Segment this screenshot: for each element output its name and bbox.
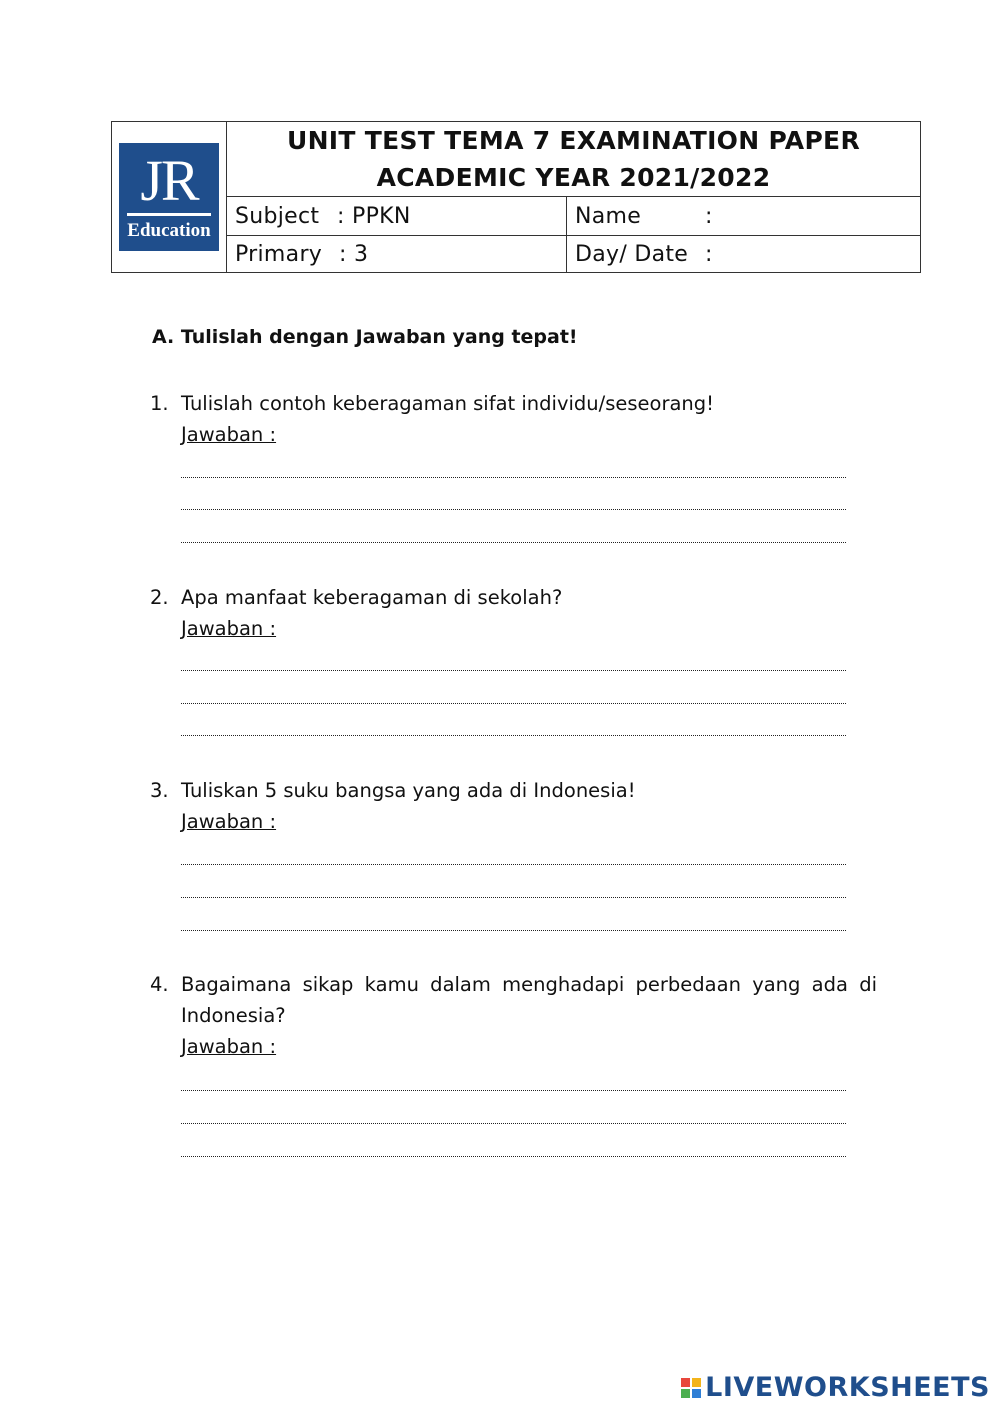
brand-name: LIVEWORKSHEETS <box>705 1372 990 1403</box>
question-1 <box>150 392 877 446</box>
answer-label: Jawaban : <box>181 1035 277 1058</box>
question-2 <box>150 586 877 640</box>
answer-label: Jawaban : <box>181 423 277 446</box>
logo-subtitle: Education <box>127 220 211 241</box>
section-heading: A. Tulislah dengan Jawaban yang tepat! <box>152 326 578 348</box>
date-label: Day/ Date <box>575 241 689 267</box>
title-line-2: ACADEMIC YEAR 2021/2022 <box>376 163 771 192</box>
answer-line[interactable] <box>181 1156 846 1157</box>
question-number: 1. <box>150 392 169 415</box>
subject-cell <box>227 197 567 236</box>
subject-label: Subject <box>235 203 320 229</box>
answer-line[interactable] <box>181 542 846 543</box>
answer-line[interactable] <box>181 1123 846 1124</box>
answer-line[interactable] <box>181 897 846 898</box>
liveworksheets-watermark <box>681 1372 990 1403</box>
answer-line[interactable] <box>181 930 846 931</box>
liveworksheets-logo-icon <box>681 1378 701 1398</box>
answer-label: Jawaban : <box>181 617 277 640</box>
exam-title <box>227 122 920 197</box>
question-number: 4. <box>150 973 169 996</box>
answer-line[interactable] <box>181 735 846 736</box>
question-number: 3. <box>150 779 169 802</box>
question-text: Tuliskan 5 suku bangsa yang ada di Indonesia! <box>181 779 636 802</box>
answer-line[interactable] <box>181 1090 846 1091</box>
date-value: : <box>705 241 713 267</box>
name-label: Name <box>575 203 642 229</box>
primary-cell <box>227 236 567 272</box>
question-text: Bagaimana sikap kamu dalam menghadapi perbedaan yang ada di <box>181 973 877 996</box>
answer-label: Jawaban : <box>181 810 277 833</box>
question-text-continued: Indonesia? <box>181 1004 286 1027</box>
name-cell[interactable] <box>567 197 920 236</box>
subject-value: : PPKN <box>337 203 411 229</box>
answer-line[interactable] <box>181 509 846 510</box>
jr-education-logo <box>119 143 219 251</box>
question-text: Apa manfaat keberagaman di sekolah? <box>181 586 563 609</box>
logo-mark: JR <box>140 148 198 213</box>
answer-line[interactable] <box>181 477 846 478</box>
date-cell[interactable] <box>567 236 920 272</box>
question-4 <box>150 973 877 1058</box>
question-text: Tulislah contoh keberagaman sifat individu/seseorang! <box>181 392 714 415</box>
answer-line[interactable] <box>181 670 846 671</box>
primary-value: : 3 <box>339 241 369 267</box>
logo-cell <box>112 122 227 272</box>
answer-line[interactable] <box>181 703 846 704</box>
question-3 <box>150 779 877 833</box>
logo-rule <box>127 213 211 216</box>
primary-label: Primary <box>235 241 323 267</box>
question-number: 2. <box>150 586 169 609</box>
header-table <box>111 121 921 273</box>
title-line-1: UNIT TEST TEMA 7 EXAMINATION PAPER <box>286 126 860 155</box>
answer-line[interactable] <box>181 864 846 865</box>
name-value: : <box>705 203 713 229</box>
